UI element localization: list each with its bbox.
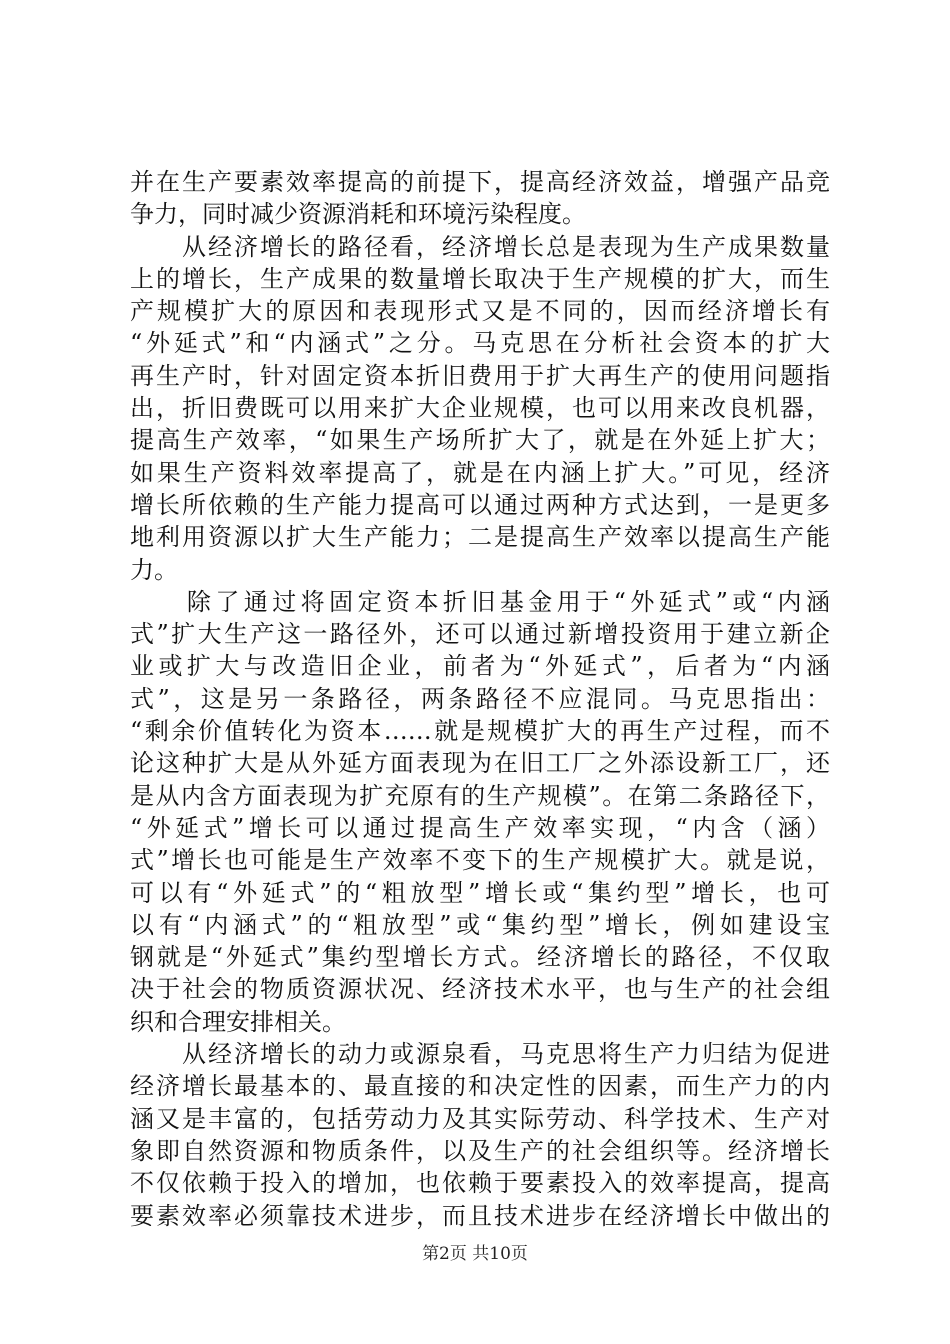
text-line: 争力，同时减少资源消耗和环境污染程度。 <box>130 200 586 229</box>
text-line: 式”增长也可能是生产效率不变下的生产规模扩大。就是说， <box>130 846 830 875</box>
text-line: 并在生产要素效率提高的前提下，提高经济效益，增强产品竞 <box>130 168 830 196</box>
text-line: 可以有“外延式”的“粗放型”增长或“集约型”增长，也可 <box>130 878 830 907</box>
text-line: 论这种扩大是从外延方面表现为在旧工厂之外添设新工厂，还 <box>130 749 830 778</box>
text-line: 涵又是丰富的，包括劳动力及其实际劳动、科学技术、生产对 <box>130 1104 830 1133</box>
text-line: “外延式”和“内涵式”之分。马克思在分析社会资本的扩大 <box>130 329 830 358</box>
text-line: 决于社会的物质资源状况、经济技术水平，也与生产的社会组 <box>130 975 830 1004</box>
text-line: 产规模扩大的原因和表现形式又是不同的，因而经济增长有 <box>130 297 830 326</box>
text-line: 除了通过将固定资本折旧基金用于“外延式”或“内涵 <box>130 587 830 616</box>
text-line: “外延式”增长可以通过提高生产效率实现，“内含（涵） <box>130 813 830 842</box>
text-line: 是从内含方面表现为扩充原有的生产规模”。在第二条路径下， <box>130 781 830 810</box>
text-line: 地利用资源以扩大生产能力；二是提高生产效率以提高生产能 <box>130 523 830 552</box>
text-line: 式”扩大生产这一路径外，还可以通过新增投资用于建立新企 <box>130 620 830 649</box>
text-line: 业或扩大与改造旧企业，前者为“外延式”，后者为“内涵 <box>130 652 830 681</box>
text-line: “剩余价值转化为资本……就是规模扩大的再生产过程，而不 <box>130 717 830 746</box>
text-line: 出，折旧费既可以用来扩大企业规模，也可以用来改良机器， <box>130 394 830 423</box>
text-line: 上的增长，生产成果的数量增长取决于生产规模的扩大，而生 <box>130 264 830 293</box>
text-line: 再生产时，针对固定资本折旧费用于扩大再生产的使用问题指 <box>130 361 830 390</box>
text-line: 增长所依赖的生产能力提高可以通过两种方式达到，一是更多 <box>130 490 830 519</box>
text-line: 不仅依赖于投入的增加，也依赖于要素投入的效率提高，提高 <box>130 1169 830 1198</box>
text-line: 提高生产效率，“如果生产场所扩大了，就是在外延上扩大； <box>130 426 830 455</box>
text-line: 从经济增长的路径看，经济增长总是表现为生产成果数量 <box>130 232 830 261</box>
body-text <box>130 166 830 1232</box>
text-line: 以有“内涵式”的“粗放型”或“集约型”增长，例如建设宝 <box>130 910 830 939</box>
text-line: 钢就是“外延式”集约型增长方式。经济增长的路径，不仅取 <box>130 943 830 972</box>
text-line: 经济增长最基本的、最直接的和决定性的因素，而生产力的内 <box>130 1072 830 1101</box>
text-line: 如果生产资料效率提高了，就是在内涵上扩大。”可见，经济 <box>130 458 830 487</box>
text-line: 从经济增长的动力或源泉看，马克思将生产力归结为促进 <box>130 1040 830 1069</box>
page-number-footer: 第2页 共10页 <box>422 1244 528 1264</box>
text-line: 力。 <box>130 555 178 584</box>
text-line: 象即自然资源和物质条件，以及生产的社会组织等。经济增长 <box>130 1136 830 1165</box>
text-line: 要素效率必须靠技术进步，而且技术进步在经济增长中做出的 <box>130 1201 830 1230</box>
text-line: 式”，这是另一条路径，两条路径不应混同。马克思指出： <box>130 684 830 713</box>
text-line: 织和合理安排相关。 <box>130 1007 346 1036</box>
